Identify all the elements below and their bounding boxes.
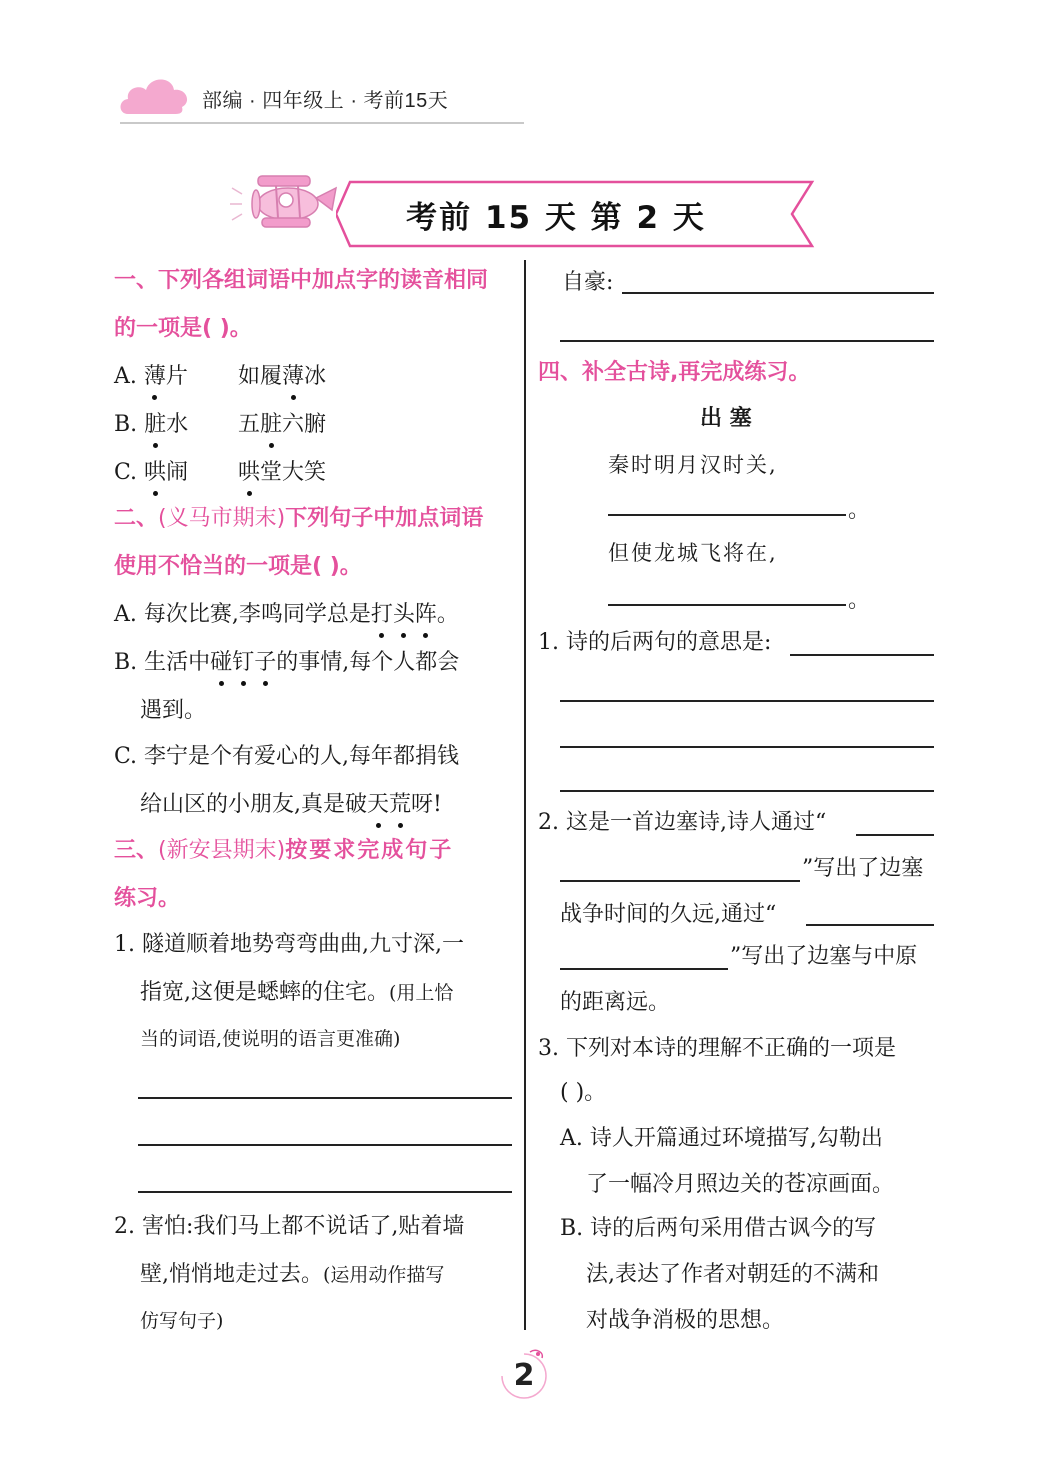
q2-option-b[interactable]: B. 生活中碰钉子的事情,每个人都会 — [114, 648, 459, 678]
sub3-option-a[interactable]: A. 诗人开篇通过环境描写,勾勒出 — [560, 1126, 883, 1151]
answer-line[interactable] — [856, 834, 934, 836]
sub2-line4: ”写出了边塞与中原 — [730, 944, 918, 969]
answer-line[interactable] — [560, 746, 934, 748]
answer-line[interactable] — [560, 340, 934, 342]
q2-option-c[interactable]: C. 李宁是个有爱心的人,每年都捐钱 — [114, 744, 460, 769]
cloud-icon — [118, 70, 190, 116]
q1-title-line1: 一、下列各组词语中加点字的读音相同 — [114, 268, 489, 293]
q1-title-line2: 的一项是( )。 — [114, 316, 252, 341]
q3-title-line2: 练习。 — [114, 886, 181, 911]
answer-line[interactable] — [790, 654, 934, 656]
poem-line3: 但使龙城飞将在, — [608, 541, 778, 565]
answer-line[interactable] — [138, 1144, 512, 1146]
dotted-char: 脏 — [260, 410, 282, 440]
q3-item2-note: (运用动作描写 — [323, 1264, 445, 1286]
q1-option-c[interactable]: C. 哄闹 — [114, 458, 188, 488]
sub2-line2: ”写出了边塞 — [802, 856, 924, 881]
q1-option-a[interactable]: A. 薄片 — [114, 362, 188, 392]
q2-source: (义马市期末) — [158, 506, 286, 531]
q3-item1-note: (用上恰 — [389, 982, 454, 1004]
q3-item1-line2: 指宽,这便是蟋蟀的住宅。(用上恰 — [140, 980, 454, 1005]
sub2-line3: 战争时间的久远,通过“ — [560, 902, 777, 927]
airplane-icon — [228, 158, 340, 242]
q3-source: (新安县期末) — [158, 838, 286, 863]
poem-period: 。 — [848, 588, 871, 613]
q1-option-a-word2: 如履薄冰 — [238, 362, 326, 392]
dotted-char: 薄 — [144, 362, 166, 392]
q3-item1-line1: 1. 隧道顺着地势弯弯曲曲,九寸深,一 — [114, 932, 464, 957]
sub2-line5: 的距离远。 — [560, 990, 671, 1015]
zihao-label: 自豪: — [562, 270, 614, 295]
sub3-answer-paren[interactable]: ( )。 — [560, 1080, 607, 1105]
q3-item1-note-line2: 当的词语,使说明的语言更准确) — [140, 1028, 401, 1050]
answer-line[interactable] — [560, 880, 800, 882]
dotted-char: 脏 — [144, 410, 166, 440]
q3-item2-note-line2: 仿写句子) — [140, 1310, 224, 1332]
dotted-char: 薄 — [282, 362, 304, 392]
q2-option-c-line2: 给山区的小朋友,真是破天荒呀! — [140, 790, 442, 820]
sub3-line1: 3. 下列对本诗的理解不正确的一项是 — [538, 1036, 896, 1061]
poem-period: 。 — [848, 498, 871, 523]
q1-option-b[interactable]: B. 脏水 — [114, 410, 188, 440]
dotted-char: 哄 — [144, 458, 166, 488]
q2-title-line2: 使用不恰当的一项是( )。 — [114, 554, 362, 579]
poem-title: 出 塞 — [700, 406, 752, 431]
sub3-option-b[interactable]: B. 诗的后两句采用借古讽今的写 — [560, 1216, 877, 1241]
answer-line[interactable] — [138, 1191, 512, 1193]
sub1: 1. 诗的后两句的意思是: — [538, 630, 772, 655]
sub3-option-b-line3: 对战争消极的思想。 — [586, 1308, 785, 1333]
q4-title: 四、补全古诗,再完成练习。 — [538, 360, 811, 385]
answer-line[interactable] — [622, 292, 934, 294]
q3-item2-line2: 壁,悄悄地走过去。(运用动作描写 — [140, 1262, 445, 1287]
page-number: 2 — [513, 1358, 535, 1393]
answer-line[interactable] — [138, 1097, 512, 1099]
sub3-option-b-line2: 法,表达了作者对朝廷的不满和 — [586, 1262, 879, 1287]
dotted-char: 哄 — [238, 458, 260, 488]
poem-blank[interactable] — [608, 604, 846, 606]
answer-line[interactable] — [560, 790, 934, 792]
answer-line[interactable] — [806, 924, 934, 926]
column-divider — [524, 260, 526, 1330]
header-rule — [120, 122, 524, 124]
q2-title-line1: 二、(义马市期末)下列句子中加点词语 — [114, 506, 484, 531]
answer-line[interactable] — [560, 700, 934, 702]
q3-title-line1: 三、(新安县期末)按要求完成句子 — [114, 838, 454, 863]
sub2-line1: 2. 这是一首边塞诗,诗人通过“ — [538, 810, 827, 835]
poem-line1: 秦时明月汉时关, — [608, 453, 778, 477]
q3-item2-line1: 2. 害怕:我们马上都不说话了,贴着墙 — [114, 1214, 465, 1239]
q1-option-c-word2: 哄堂大笑 — [238, 458, 326, 488]
q2-option-a[interactable]: A. 每次比赛,李鸣同学总是打头阵。 — [114, 600, 459, 630]
answer-line[interactable] — [560, 968, 728, 970]
q2-option-b-line2: 遇到。 — [140, 698, 207, 723]
q1-option-b-word2: 五脏六腑 — [238, 410, 326, 440]
series-title: 部编 · 四年级上 · 考前15天 — [202, 90, 449, 112]
poem-blank[interactable] — [608, 514, 846, 516]
day-title: 考前 15 天 第 2 天 — [406, 200, 706, 236]
sub3-option-a-line2: 了一幅冷月照边关的苍凉画面。 — [586, 1172, 895, 1197]
